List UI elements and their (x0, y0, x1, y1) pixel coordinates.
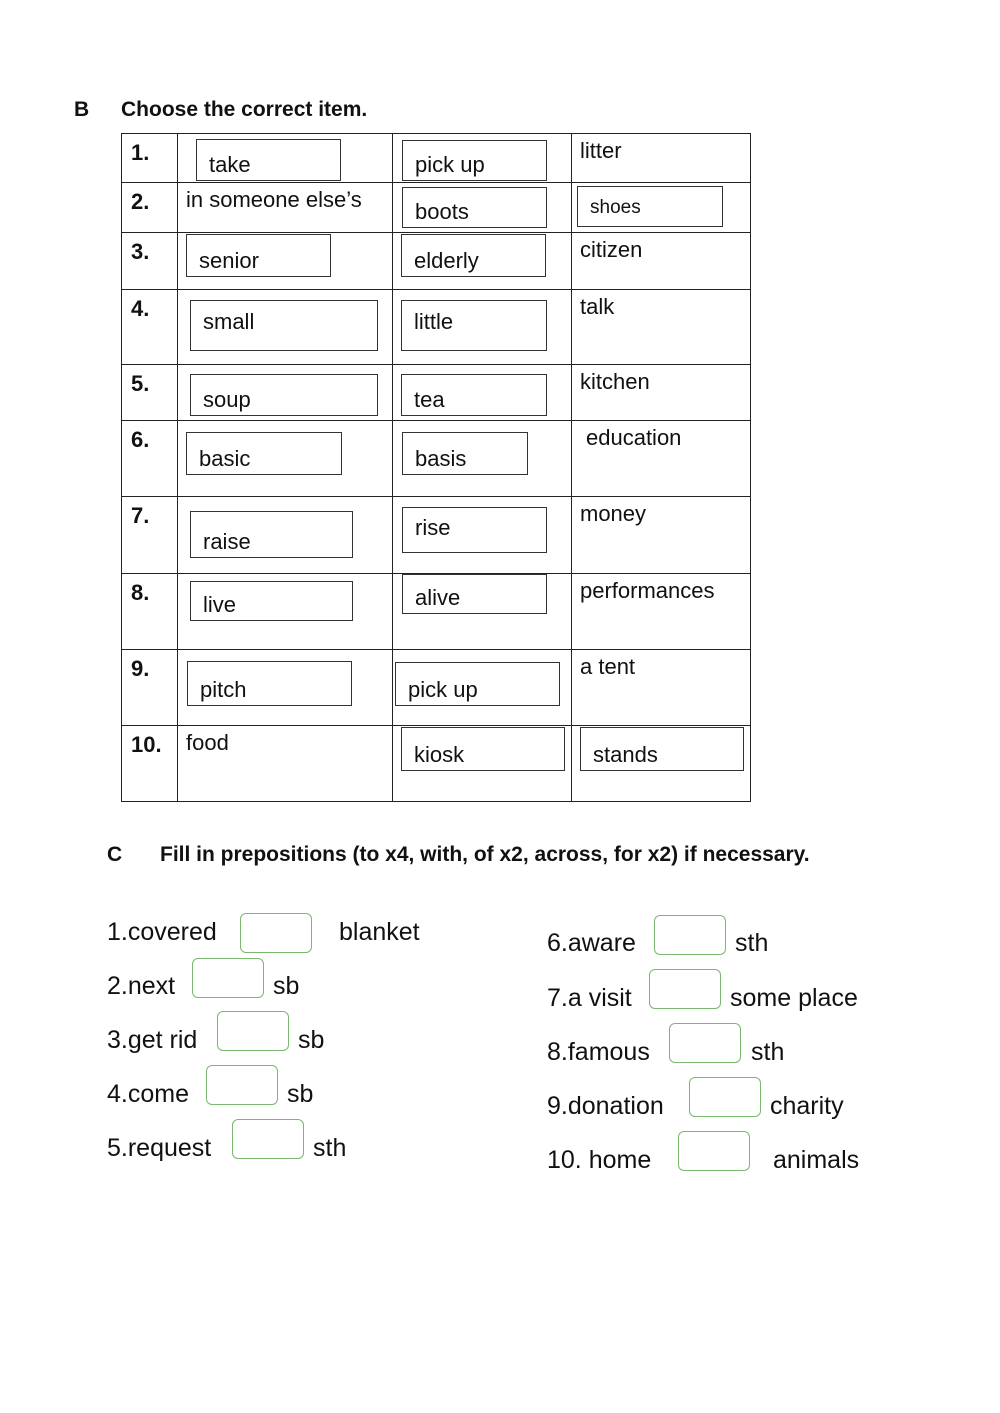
fill-item-after: sb (287, 1080, 314, 1108)
table-row (122, 365, 751, 421)
fill-item-before: 6.aware (547, 929, 636, 957)
fill-item-after: animals (773, 1146, 860, 1174)
given-word: performances (580, 578, 715, 603)
fill-item-after: blanket (339, 918, 420, 946)
option-box[interactable]: senior (186, 234, 331, 277)
option-box[interactable]: boots (402, 187, 547, 228)
fill-item-after: sb (298, 1026, 325, 1054)
option-box[interactable]: elderly (401, 234, 546, 277)
fill-item-before: 9.donation (547, 1092, 664, 1120)
section-b-heading (74, 98, 368, 122)
answer-input[interactable] (232, 1119, 304, 1159)
option-box[interactable]: alive (402, 574, 547, 614)
fill-item-after: charity (770, 1092, 844, 1120)
row-number: 5. (122, 365, 178, 421)
answer-input[interactable] (654, 915, 726, 955)
fill-item-before: 1.covered (107, 918, 217, 946)
option-box[interactable]: kiosk (401, 727, 565, 771)
row-number: 8. (122, 574, 178, 650)
table-row (122, 290, 751, 365)
option-box[interactable]: tea (401, 374, 547, 416)
option-box[interactable]: basic (186, 432, 342, 475)
section-b-letter: B (74, 98, 90, 121)
table-row (122, 183, 751, 233)
table-row (122, 134, 751, 183)
row-number: 7. (122, 497, 178, 574)
section-c-letter: C (107, 843, 123, 866)
given-word: a tent (580, 654, 636, 679)
section-c-title: Fill in prepositions (to x4, with, of x2, across, for x2) if necessary. (160, 843, 810, 866)
fill-item-after: sth (751, 1038, 785, 1066)
fill-item-before: 4.come (107, 1080, 189, 1108)
fill-item-before: 10. home (547, 1146, 652, 1174)
given-word: citizen (580, 237, 643, 262)
given-word: talk (580, 294, 615, 319)
table-row (122, 421, 751, 497)
answer-input[interactable] (192, 958, 264, 998)
table-row (122, 574, 751, 650)
fill-item-after: some place (730, 984, 858, 1012)
answer-input[interactable] (206, 1065, 278, 1105)
given-word: in someone else’s (186, 187, 362, 212)
option-box[interactable]: pitch (187, 661, 352, 706)
option-box[interactable]: take (196, 139, 341, 181)
fill-item-after: sth (313, 1134, 347, 1162)
option-box[interactable]: basis (402, 432, 528, 475)
fill-item-before: 3.get rid (107, 1026, 198, 1054)
fill-item-before: 8.famous (547, 1038, 650, 1066)
table-row (122, 726, 751, 802)
option-box[interactable]: soup (190, 374, 378, 416)
option-box[interactable]: rise (402, 507, 547, 553)
given-word: education (586, 425, 682, 450)
fill-item-before: 2.next (107, 972, 176, 1000)
answer-input[interactable] (217, 1011, 289, 1051)
row-number: 10. (122, 726, 178, 802)
row-number: 3. (122, 233, 178, 290)
answer-input[interactable] (649, 969, 721, 1009)
option-box[interactable]: small (190, 300, 378, 351)
section-c-heading (107, 843, 810, 867)
given-word: food (186, 730, 229, 755)
section-b-title: Choose the correct item. (121, 98, 368, 121)
answer-input[interactable] (689, 1077, 761, 1117)
option-box[interactable]: raise (190, 511, 353, 558)
answer-input[interactable] (669, 1023, 741, 1063)
row-number: 6. (122, 421, 178, 497)
fill-item-before: 7.a visit (547, 984, 632, 1012)
row-number: 4. (122, 290, 178, 365)
given-word: litter (580, 138, 622, 163)
row-number: 9. (122, 650, 178, 726)
table-row (122, 497, 751, 574)
row-number: 2. (122, 183, 178, 233)
row-number: 1. (122, 134, 178, 183)
fill-item-after: sth (735, 929, 769, 957)
option-box[interactable]: pick up (402, 140, 547, 181)
fill-item-after: sb (273, 972, 300, 1000)
table-row (122, 233, 751, 290)
option-box[interactable]: little (401, 300, 547, 351)
given-word: kitchen (580, 369, 650, 394)
answer-input[interactable] (240, 913, 312, 953)
fill-item-before: 5.request (107, 1134, 212, 1162)
table-row (122, 650, 751, 726)
option-box[interactable]: pick up (395, 662, 560, 706)
answer-input[interactable] (678, 1131, 750, 1171)
option-box[interactable]: stands (580, 727, 744, 771)
choice-table (121, 133, 751, 802)
option-box[interactable]: shoes (577, 186, 723, 227)
option-box[interactable]: live (190, 581, 353, 621)
given-word: money (580, 501, 647, 526)
